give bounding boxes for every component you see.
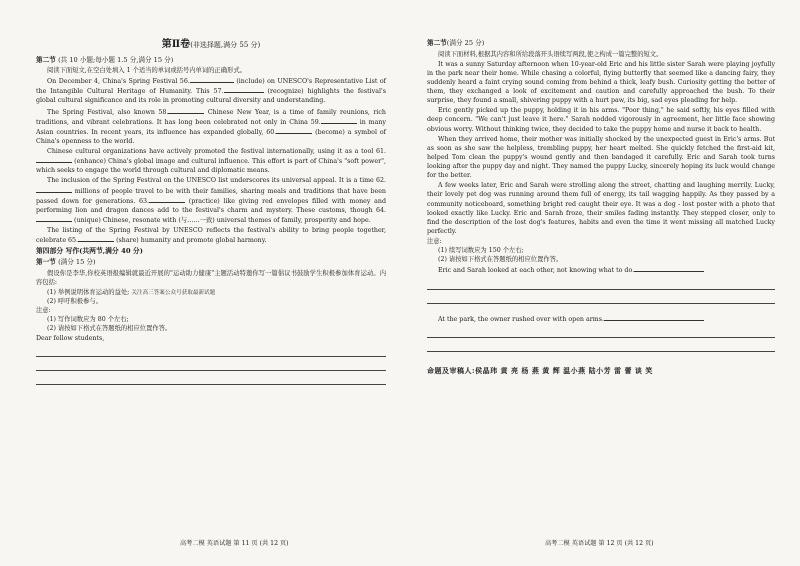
section1-points: (满分 15 分) bbox=[58, 258, 96, 267]
section-header bbox=[36, 56, 386, 66]
answer-blank[interactable] bbox=[634, 265, 704, 272]
salutation: Dear fellow students, bbox=[36, 334, 105, 342]
answer-line[interactable] bbox=[36, 357, 386, 371]
cloze-paragraph-3 bbox=[36, 147, 386, 175]
answer-line[interactable] bbox=[427, 324, 775, 338]
paragraph-starter-2 bbox=[427, 314, 775, 324]
section-points: (共 10 小题;每小题 1.5 分,满分 15 分) bbox=[58, 55, 174, 64]
section-title: 第二节 bbox=[36, 55, 56, 64]
answer-line[interactable] bbox=[427, 276, 775, 290]
text-run: Chinese cultural organizations have actively promoted the festival internationally, using it as a tool 61. bbox=[47, 148, 386, 156]
cloze-paragraph-2 bbox=[36, 107, 386, 147]
volume-subtitle: (非选择题,满分 55 分) bbox=[190, 41, 261, 49]
right-page bbox=[427, 38, 775, 376]
section-points: (满分 25 分) bbox=[446, 39, 485, 47]
text-run: in many Asian countries. In recent years, its influence has expanded globally, 60. bbox=[36, 118, 386, 136]
text-run: (include) on UNESCO's Representative List of the Intangible Cultural Heritage of Humanity. This 57. bbox=[36, 78, 386, 96]
answer-line[interactable] bbox=[427, 290, 775, 304]
continuation-instruction: 阅读下面材料,根据其内容和所给段落开头语续写两段,使之构成一篇完整的短文。 bbox=[438, 50, 663, 58]
note-2: (2) 请按如下格式在答题纸的相应位置作答。 bbox=[438, 256, 563, 264]
part4-header bbox=[36, 247, 386, 257]
text-run: (enhance) China's global image and cultural influence. This effort is part of China's "soft power", which seeks to engage the world through cultural and diplomatic means. bbox=[36, 158, 386, 175]
answer-blank-59[interactable] bbox=[321, 117, 357, 124]
answer-blank[interactable] bbox=[604, 314, 704, 321]
note-2: (2) 请按如下格式在答题纸的相应位置作答。 bbox=[47, 325, 172, 333]
section-title: 第二节 bbox=[427, 39, 447, 47]
volume-title bbox=[36, 38, 386, 53]
answer-line[interactable] bbox=[36, 343, 386, 357]
starter-text: Eric and Sarah looked at each other, not knowing what to do. bbox=[438, 267, 635, 275]
text-run: On December 4, China's Spring Festival 56. bbox=[47, 78, 190, 86]
answer-blank-64[interactable] bbox=[36, 215, 72, 222]
page-footer-right: 高考二模 英语试题 第 12 页 (共 12 页) bbox=[545, 540, 654, 547]
starter-text: At the park, the owner rushed over with open arms. bbox=[438, 315, 604, 323]
requirement-text: (1) 举例说明体育运动的益处; bbox=[47, 288, 130, 296]
answer-blank-57[interactable] bbox=[224, 86, 264, 93]
answer-blank-62[interactable] bbox=[36, 186, 72, 193]
notes-label: 注意: bbox=[427, 238, 442, 246]
notes-label: 注意: bbox=[36, 307, 51, 315]
note-1: (1) 写作词数应为 80 个左右; bbox=[47, 316, 129, 324]
story-paragraph-4: A few weeks later, Eric and Sarah were strolling along the street, chatting and laughing merrily. Lucky, their lovely pet dog was running around them full of energy, its tail wagging happily. As they passed by a community noticeboard, something bright red caught their eye. It was a dog - lost poster with a photo that looked exactly like Lucky. Eric and Sarah froze, their smiles fading instantly. They stepped closer, only to find the description of the lost dog's features, habits and even the time it went missing all matched Lucky perfectly. bbox=[427, 182, 775, 235]
text-run: (recognize) highlights the festival's global cultural significance and its role in promoting cultural diversity and understanding. bbox=[36, 88, 386, 105]
text-run: The Spring Festival, also known 58. bbox=[47, 108, 169, 116]
answer-blank-61[interactable] bbox=[36, 156, 72, 163]
cloze-paragraph-4 bbox=[36, 176, 386, 225]
paragraph-starter-1 bbox=[427, 265, 775, 275]
answer-blank-65[interactable] bbox=[78, 235, 114, 242]
volume-title-text: 第Ⅱ卷 bbox=[161, 39, 191, 50]
section-instruction: 阅读下面短文,在空白处填入 1 个适当的单词或括号内单词的正确形式。 bbox=[47, 67, 246, 75]
left-page bbox=[36, 38, 386, 385]
text-run: The inclusion of the Spring Festival on the UNESCO list underscores its universal appeal. It is a time 62. bbox=[47, 177, 386, 185]
writing-instruction: 假设你是李华,你校英语报编辑就最近开展的"运动助力健康"主题活动特邀你写一篇倡议书鼓励学生积极参加体育运动。内容包括: bbox=[36, 269, 386, 286]
answer-blank-60[interactable] bbox=[276, 127, 312, 134]
answer-line[interactable] bbox=[427, 338, 775, 352]
note-1: (1) 续写词数应为 150 个左右; bbox=[438, 247, 524, 255]
section1-title: 第一节 bbox=[36, 258, 56, 267]
text-run: (share) humanity and promote global harmony. bbox=[116, 237, 267, 245]
watermark-note: 关注高三答案公众号获取最新试题 bbox=[131, 289, 216, 296]
story-paragraph-3: When they arrived home, their mother was initially shocked by the unexpected guest in Eric's arms. But as soon as she saw the helpless, trembling puppy, her heart melted. She quickly fetched the first-aid kit, helped Tom clean the puppy's wound gently and then bandaged it carefully. Eric and Sarah took turns looking after the puppy day and night. They named the puppy Lucky, sincerely hoping its luck would change for the better. bbox=[427, 135, 775, 180]
part-title: 第四部分 bbox=[36, 247, 64, 256]
answer-line[interactable] bbox=[36, 371, 386, 385]
requirement-1 bbox=[36, 288, 386, 297]
story-paragraph-1: It was a sunny Saturday afternoon when 10-year-old Eric and his little sister Sarah were playing joyfully in the park near their home. While chasing a colorful, flying butterfly that seemed like a dancing fairy, they suddenly heard a faint crying sound coming from behind a thick, leafy bush. Curiosity getting the better of them, they exchanged a look of excitement and caution and carefully approached the bush. To their surprise, they found a small, shivering puppy with a hurt paw, its big, sad eyes pleading for help. bbox=[427, 60, 775, 105]
authors-line: 命题及审稿人:侯晶玮 黄 亮 杨 燕 黄 辉 温小燕 陆小芳 雷 蕾 谈 笑 bbox=[427, 365, 653, 375]
text-run: Chinese New Year, is a time of family reunions, rich traditions, and vibrant celebrations. It has long been celebrated not only in China 59. bbox=[36, 108, 386, 126]
answer-blank-63[interactable] bbox=[149, 196, 185, 203]
text-run: The listing of the Spring Festival by UNESCO reflects the festival's ability to bring people together, celebrate 65. bbox=[36, 227, 386, 245]
continuation-section-header bbox=[427, 39, 775, 49]
cloze-paragraph-5 bbox=[36, 226, 386, 245]
text-run: (unique) Chinese, resonate with (与……一致) universal themes of family, prosperity and hope. bbox=[74, 216, 371, 224]
answer-blank-58[interactable] bbox=[168, 107, 204, 114]
text-run: millions of people travel to be with their families, sharing meals and traditions that have been passed down for generations. 63. bbox=[36, 187, 386, 205]
part-subtitle: 写作(共两节,满分 40 分) bbox=[65, 247, 143, 256]
cloze-paragraph-1 bbox=[36, 76, 386, 105]
answer-blank-56[interactable] bbox=[190, 76, 234, 83]
text-run: (become) a symbol of China's openness to the world. bbox=[36, 128, 386, 145]
story-paragraph-2: Eric gently picked up the puppy, holding it in his arms. "Poor thing," he said softly, his eyes filled with deep concern. "We can't just leave it here." Sarah nodded vigorously in agreement, her little face showing obvious worry. Without thinking twice, they decided to take the puppy home and nurse it back to health. bbox=[427, 107, 775, 133]
page-footer-left: 高考二模 英语试题 第 11 页 (共 12 页) bbox=[180, 540, 289, 547]
section1-header bbox=[36, 258, 386, 268]
text-run: (practice) like giving red envelopes filled with money and performing lion and dragon dances add to the festival's charm and mystery. These customs, though 64. bbox=[36, 197, 386, 214]
requirement-2: (2) 呼吁积极参与。 bbox=[47, 298, 102, 306]
